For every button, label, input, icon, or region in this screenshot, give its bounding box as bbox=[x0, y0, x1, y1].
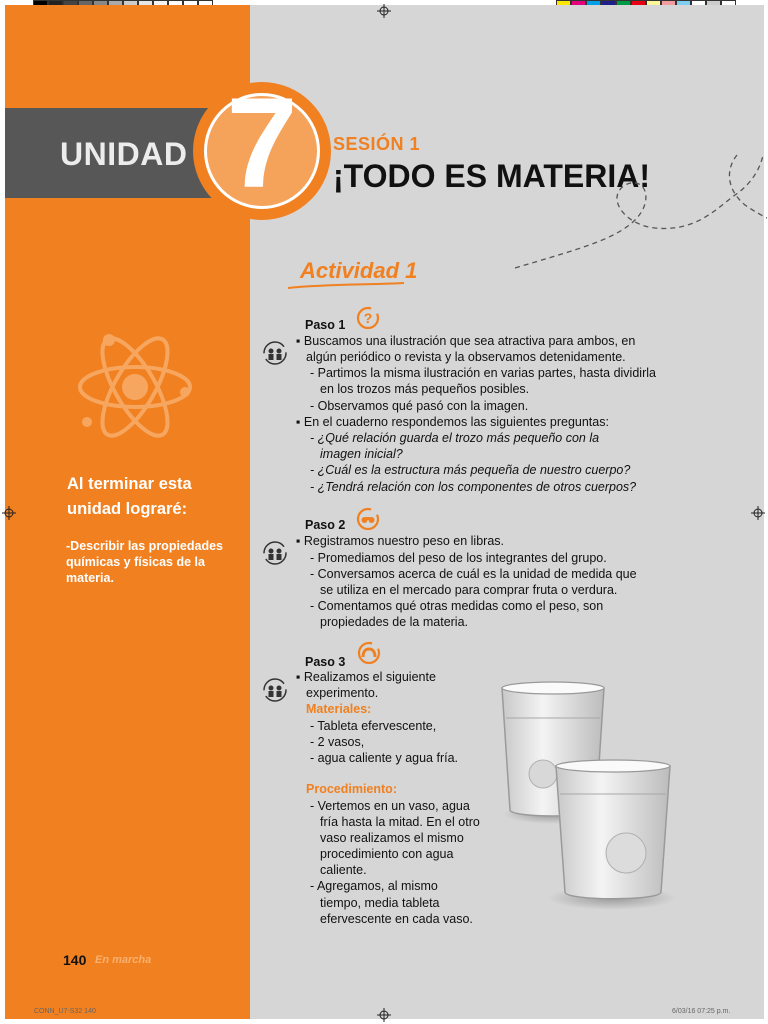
materials-heading: Materiales: bbox=[306, 702, 372, 716]
procedure-text: - Vertemos en un vaso, agua bbox=[310, 799, 470, 813]
step-1-question: imagen inicial? bbox=[320, 447, 403, 461]
step-2-label: Paso 2 bbox=[305, 518, 346, 532]
step-1-text: - Observamos qué pasó con la imagen. bbox=[310, 399, 529, 413]
svg-text:?: ? bbox=[363, 310, 373, 326]
question-icon bbox=[356, 306, 380, 330]
binoculars-icon bbox=[356, 507, 380, 531]
session-label: SESIÓN 1 bbox=[333, 134, 421, 154]
step-2-text: se utiliza en el mercado para comprar fruta o verdura. bbox=[320, 583, 618, 597]
unit-label: UNIDAD bbox=[60, 136, 188, 172]
glasses-illustration bbox=[498, 676, 680, 912]
step-2-text: - Conversamos acerca de cuál es la unidad de medida que bbox=[310, 567, 637, 581]
goal-heading: Al terminar esta unidad lograré: bbox=[67, 475, 192, 518]
pair-work-icon bbox=[262, 340, 288, 366]
page-number: 140 bbox=[63, 952, 87, 968]
unit-number: 7 bbox=[226, 72, 298, 215]
procedure-text: efervescente en cada vaso. bbox=[320, 912, 473, 926]
pair-work-icon bbox=[262, 677, 288, 703]
procedure-text: procedimiento con agua bbox=[320, 847, 454, 861]
section-name: En marcha bbox=[95, 954, 152, 966]
registration-mark-icon bbox=[377, 1008, 391, 1022]
page-title: ¡TODO ES MATERIA! bbox=[333, 158, 651, 194]
print-slug: CONN_U7-S32 140 bbox=[34, 1008, 96, 1015]
step-2-text: - Promediamos del peso de los integrantes del grupo. bbox=[310, 551, 607, 565]
registration-mark-icon bbox=[377, 4, 391, 18]
step-1-question: - ¿Qué relación guarda el trozo más pequeño con la bbox=[310, 431, 600, 445]
dashed-path-decoration bbox=[505, 150, 767, 275]
procedure-text: fría hasta la mitad. En el otro bbox=[320, 815, 480, 829]
step-1-label: Paso 1 bbox=[305, 318, 346, 332]
step-1-text: ▪ Buscamos una ilustración que sea atractiva para ambos, en bbox=[296, 334, 636, 348]
step-3-text: experimento. bbox=[306, 686, 379, 700]
hands-icon bbox=[357, 641, 381, 665]
procedure-heading: Procedimiento: bbox=[306, 782, 397, 796]
atom-icon bbox=[75, 322, 195, 452]
step-1-text: - Partimos la misma ilustración en varias partes, hasta dividirla bbox=[310, 366, 656, 380]
registration-mark-icon bbox=[751, 506, 765, 520]
procedure-text: tiempo, media tableta bbox=[320, 896, 440, 910]
procedure-text: caliente. bbox=[320, 863, 367, 877]
step-1-question: - ¿Tendrá relación con los componentes de otros cuerpos? bbox=[310, 480, 637, 494]
materials-item: - 2 vasos, bbox=[310, 735, 365, 749]
procedure-text: vaso realizamos el mismo bbox=[320, 831, 464, 845]
step-1-question: - ¿Cuál es la estructura más pequeña de nuestro cuerpo? bbox=[310, 463, 631, 477]
step-3-text: ▪ Realizamos el siguiente bbox=[296, 670, 436, 684]
procedure-text: - Agregamos, al mismo bbox=[310, 879, 438, 893]
activity-label: Actividad 1 bbox=[300, 258, 418, 283]
step-2-text: ▪ Registramos nuestro peso en libras. bbox=[296, 534, 505, 548]
registration-mark-icon bbox=[2, 506, 16, 520]
step-1-text: ▪ En el cuaderno respondemos las siguientes preguntas: bbox=[296, 415, 609, 429]
activity-underline bbox=[286, 282, 406, 290]
pair-work-icon bbox=[262, 540, 288, 566]
step-3-label: Paso 3 bbox=[305, 655, 346, 669]
step-2-text: propiedades de la materia. bbox=[320, 615, 469, 629]
step-2-text: - Comentamos qué otras medidas como el peso, son bbox=[310, 599, 604, 613]
print-timestamp: 6/03/16 07:25 p.m. bbox=[672, 1008, 731, 1015]
materials-item: - Tableta efervescente, bbox=[310, 719, 437, 733]
step-1-text: algún periódico o revista y la observamos detenidamente. bbox=[306, 350, 626, 364]
step-1-text: en los trozos más pequeños posibles. bbox=[320, 382, 530, 396]
goal-text: -Describir las propiedades químicas y físicas de la materia. bbox=[66, 539, 224, 585]
materials-item: - agua caliente y agua fría. bbox=[310, 751, 459, 765]
